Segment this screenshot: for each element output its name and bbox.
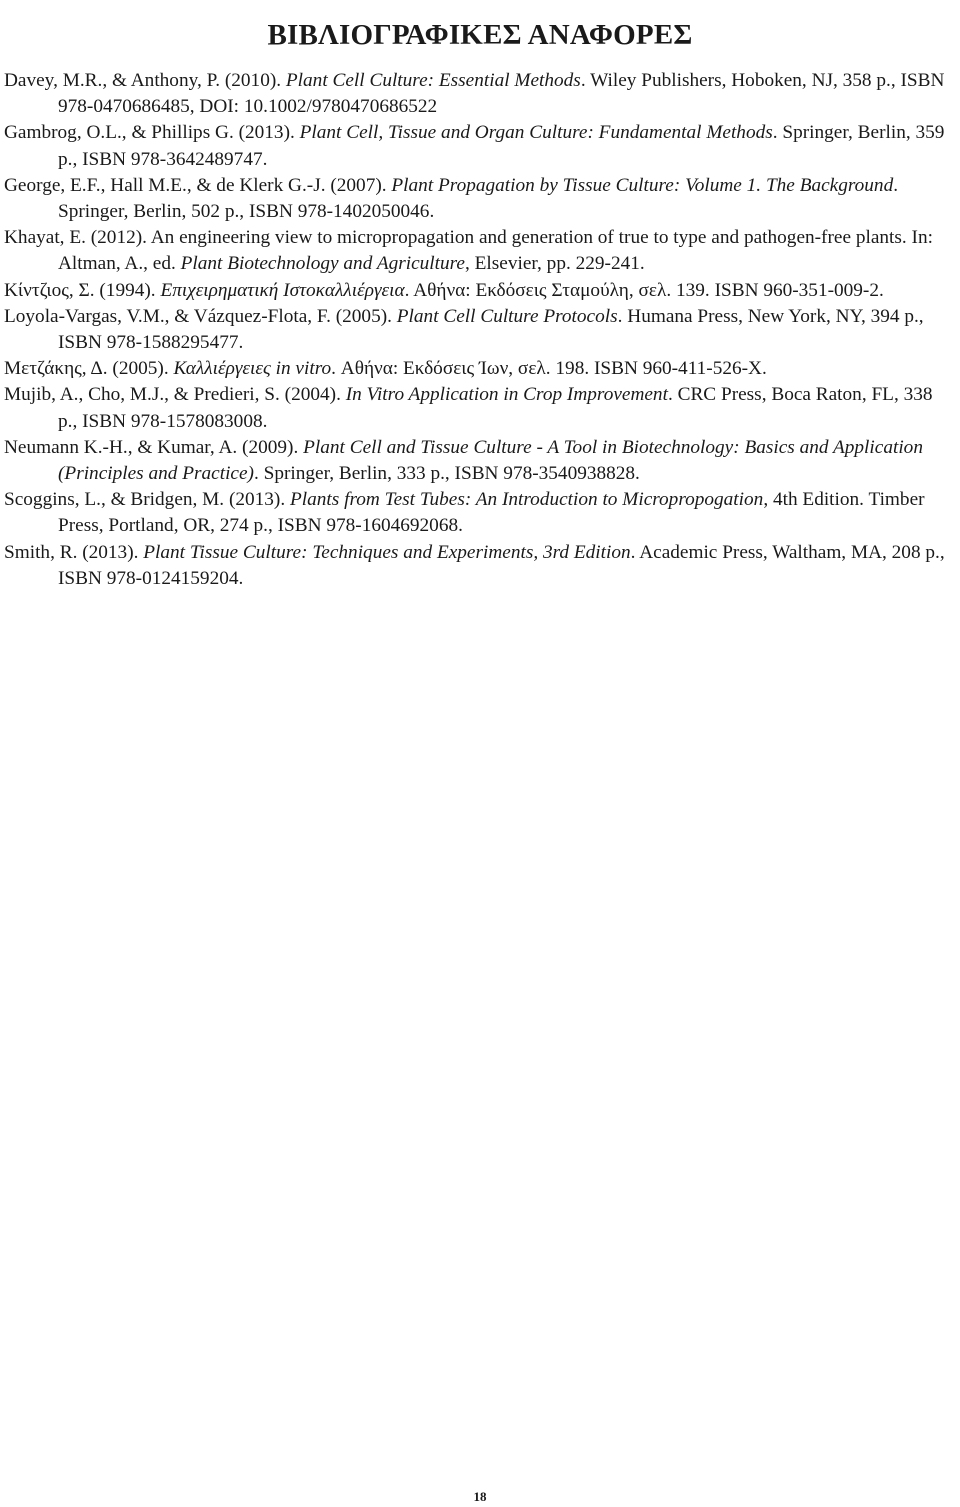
reference-details: . Αθήνα: Εκδόσεις Σταμούλη, σελ. 139. ISBN 960-351-009-2. bbox=[404, 279, 884, 301]
reference-item bbox=[4, 540, 956, 592]
reference-item bbox=[4, 120, 956, 172]
reference-work-title: Plant Propagation by Tissue Culture: Volume 1. The Background bbox=[391, 174, 894, 196]
reference-details: . Springer, Berlin, 333 p., ISBN 978-3540938828. bbox=[253, 463, 640, 485]
reference-authors: Davey, M.R., & Anthony, P. (2010). bbox=[4, 70, 286, 91]
reference-details: . Academic Press, Waltham, MA, 208 p., ISBN 978-0124159204. bbox=[58, 541, 945, 589]
reference-authors: Smith, R. (2013). bbox=[4, 541, 144, 563]
reference-authors: Κίντζιος, Σ. (1994). bbox=[4, 279, 161, 301]
reference-details: . Wiley Publishers, Hoboken, NJ, 358 p., ISBN 978-0470686485, DOI: 10.1002/9780470686522 bbox=[58, 70, 945, 118]
reference-authors: Khayat, E. (2012). An engineering view to micropropagation and generation of true to type and pathogen-free plants. In: Altman, A., ed. bbox=[4, 227, 933, 275]
page-title: ΒΙΒΛΙΟΓΡΑΦΙΚΕΣ ΑΝΑΦΟΡΕΣ bbox=[267, 19, 693, 52]
reference-work-title: Plants from Test Tubes: An Introduction to Micropropogation bbox=[290, 489, 764, 511]
reference-item bbox=[4, 435, 956, 487]
reference-details: . Springer, Berlin, 502 p., ISBN 978-1402050046. bbox=[58, 174, 899, 223]
reference-work-title: Plant Biotechnology and Agriculture bbox=[180, 253, 465, 275]
reference-item bbox=[4, 68, 956, 120]
reference-work-title: Plant Cell Culture Protocols bbox=[396, 305, 618, 327]
reference-details: . CRC Press, Boca Raton, FL, 338 p., ISBN 978-1578083008. bbox=[58, 384, 933, 432]
reference-work-title: Επιχειρηματική Ιστοκαλλιέργεια bbox=[160, 279, 405, 301]
reference-item bbox=[4, 304, 956, 356]
reference-authors: Loyola-Vargas, V.M., & Vázquez-Flota, F. (2005). bbox=[4, 305, 397, 327]
page-number: 18 bbox=[473, 1489, 487, 1504]
reference-work-title: In Vitro Application in Crop Improvement bbox=[345, 384, 668, 406]
reference-work-title: Plant Cell and Tissue Culture - A Tool in Biotechnology: Basics and Application (Principles and Practice) bbox=[58, 436, 923, 485]
reference-item bbox=[4, 278, 956, 304]
reference-details: . Springer, Berlin, 359 p., ISBN 978-3642489747. bbox=[58, 122, 945, 170]
reference-details: , Elsevier, pp. 229-241. bbox=[465, 253, 645, 275]
reference-work-title: Plant Tissue Culture: Techniques and Experiments, 3rd Edition bbox=[143, 541, 631, 563]
reference-authors: George, E.F., Hall M.E., & de Klerk G.-J. (2007). bbox=[4, 174, 392, 196]
reference-authors: Scoggins, L., & Bridgen, M. (2013). bbox=[4, 489, 290, 511]
reference-work-title: Plant Cell Culture: Essential Methods bbox=[285, 70, 581, 91]
reference-authors: Neumann K.-H., & Kumar, A. (2009). bbox=[4, 436, 304, 458]
reference-authors: Μετζάκης, Δ. (2005). bbox=[4, 358, 174, 380]
reference-details: , 4th Edition. Timber Press, Portland, OR, 274 p., ISBN 978-1604692068. bbox=[58, 489, 925, 537]
reference-work-title: Καλλιέργειες in vitro bbox=[173, 358, 332, 380]
reference-item bbox=[4, 356, 956, 382]
reference-work-title: Plant Cell, Tissue and Organ Culture: Fundamental Methods bbox=[299, 122, 773, 144]
reference-details: . Αθήνα: Εκδόσεις Ίων, σελ. 198. ISBN 960-411-526-X. bbox=[331, 358, 767, 380]
reference-details: . Humana Press, New York, NY, 394 p., ISBN 978-1588295477. bbox=[58, 305, 924, 354]
reference-item bbox=[4, 382, 956, 434]
reference-item bbox=[4, 225, 956, 277]
reference-list bbox=[4, 68, 956, 592]
reference-item bbox=[4, 487, 956, 539]
reference-item bbox=[4, 173, 956, 225]
reference-authors: Gambrog, O.L., & Phillips G. (2013). bbox=[4, 122, 300, 144]
reference-authors: Mujib, A., Cho, M.J., & Predieri, S. (2004). bbox=[4, 384, 346, 406]
